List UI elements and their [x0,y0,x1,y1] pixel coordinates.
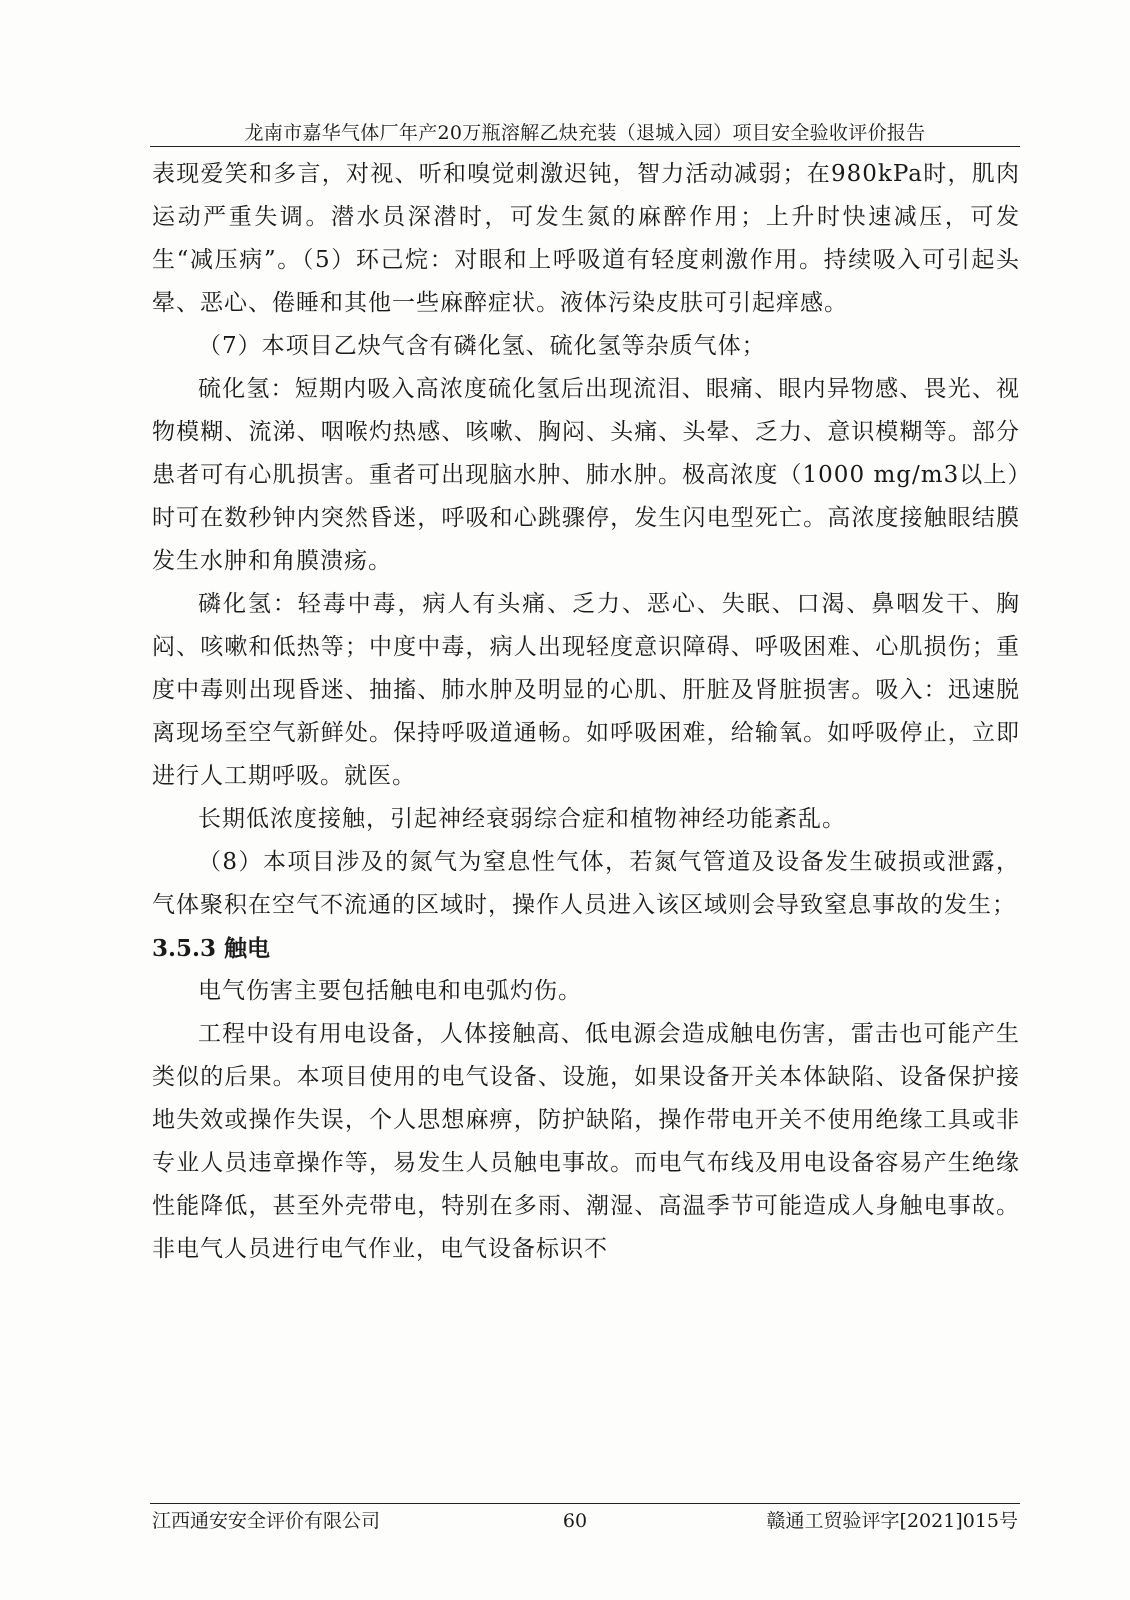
paragraph-hydrogen-sulfide: 硫化氢：短期内吸入高浓度硫化氢后出现流泪、眼痛、眼内异物感、畏光、视物模糊、流涕、咽喉灼热感、咳嗽、胸闷、头痛、头晕、乏力、意识模糊等。部分患者可有心肌损害。重者可出现脑水肿、肺水肿。极高浓度（1000 mg/m3以上）时可在数秒钟内突然昏迷，呼吸和心跳骤停，发生闪电型死亡。高浓度接触眼结膜发生水肿和角膜溃疡。 [152,376,1020,574]
header-divider [150,146,1020,147]
page-header-title: 龙南市嘉华气体厂年产20万瓶溶解乙炔充装（退城入园）项目安全验收评价报告 [244,122,926,144]
footer-company: 江西通安安全评价有限公司 [152,1510,381,1532]
paragraph-phosphine: 磷化氢：轻毒中毒，病人有头痛、乏力、恶心、失眠、口渴、鼻咽发干、胸闷、咳嗽和低热等；中度中毒，病人出现轻度意识障碍、呼吸困难、心肌损伤；重度中毒则出现昏迷、抽搐、肺水肿及明显的心肌、肝脏及肾脏损害。吸入：迅速脱离现场至空气新鲜处。保持呼吸道通畅。如呼吸困难，给输氧。如呼吸停止，立即进行人工期呼吸。就医。 [152,591,1020,789]
footer-divider [150,1503,1020,1504]
paragraph-long-term-exposure: 长期低浓度接触，引起神经衰弱综合症和植物神经功能紊乱。 [198,806,846,832]
paragraph-nitrogen-effects: 表现爱笑和多言，对视、听和嗅觉刺激迟钝，智力活动减弱；在980kPa时，肌肉运动严重失调。潜水员深潜时，可发生氮的麻醉作用；上升时快速减压，可发生“减压病”。（5）环己烷：对眼和上呼吸道有轻度刺激作用。持续吸入可引起头晕、恶心、倦睡和其他一些麻醉症状。液体污染皮肤可引起痒感。 [152,161,1020,316]
paragraph-electric-shock-details: 工程中设有用电设备，人体接触高、低电源会造成触电伤害，雷击也可能产生类似的后果。本项目使用的电气设备、设施，如果设备开关本体缺陷、设备保护接地失效或操作失误，个人思想麻痹，防护缺陷，操作带电开关不使用绝缘工具或非专业人员违章操作等，易发生人员触电事故。而电气布线及用电设备容易产生绝缘性能降低，甚至外壳带电，特别在多雨、潮湿、高温季节可能造成人身触电事故。非电气人员进行电气作业，电气设备标识不 [152,1021,1020,1262]
body-text [152,153,1020,1271]
paragraph-electrical-hazards: 电气伤害主要包括触电和电弧灼伤。 [198,978,582,1004]
footer-doc-number: 赣通工贸验评字[2021]015号 [766,1510,1018,1532]
paragraph-impurity-gases: （7）本项目乙炔气含有磷化氢、硫化氢等杂质气体； [198,333,766,359]
paragraph-nitrogen-asphyxiation: （8）本项目涉及的氮气为窒息性气体，若氮气管道及设备发生破损或泄露，气体聚积在空气不流通的区域时，操作人员进入该区域则会导致窒息事故的发生； [152,849,1020,918]
page-number: 60 [562,1510,588,1532]
section-heading-electric-shock: 3.5.3 触电 [152,935,271,962]
